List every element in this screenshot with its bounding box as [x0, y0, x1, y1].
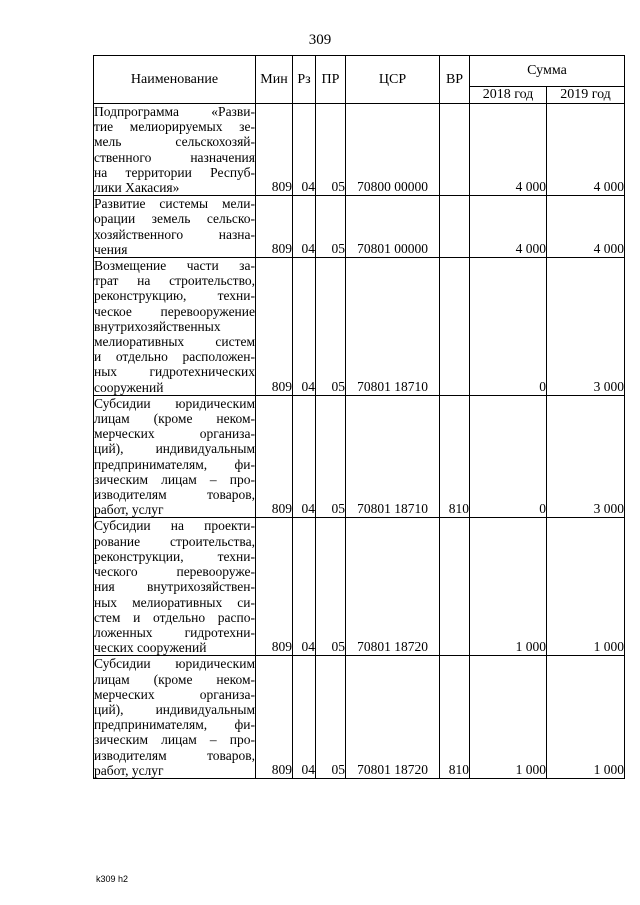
row-rz: 04	[293, 395, 316, 518]
header-pr: ПР	[316, 56, 346, 104]
row-name-line: работ, услуг	[94, 502, 164, 518]
row-pr: 05	[316, 518, 346, 656]
row-name-line: Субсидии юридическим	[94, 395, 255, 411]
row-rz: 04	[293, 518, 316, 656]
row-name-line: изводителям товаров,	[94, 487, 255, 503]
row-name-line: стем и отдельно распо-	[94, 609, 255, 625]
page-number: 309	[308, 32, 332, 48]
row-min: 809	[256, 258, 293, 396]
row-name-line: рование строительства,	[94, 533, 255, 549]
row-name-line: реконструкцию, техни-	[94, 288, 255, 304]
row-vr: 810	[440, 395, 470, 518]
header-sum: Сумма	[470, 56, 625, 87]
row-vr	[440, 518, 470, 656]
row-pr: 05	[316, 196, 346, 258]
row-name-line: внутрихозяйственных	[94, 318, 221, 334]
row-vr: 810	[440, 656, 470, 779]
row-name-line: чения	[94, 241, 128, 257]
row-name-line: ственного назначения	[94, 149, 255, 165]
row-name-line: лицам (кроме неком-	[94, 411, 255, 427]
row-csr: 70801 18720	[346, 656, 440, 779]
header-min: Мин	[256, 56, 293, 104]
row-name-line: хозяйственного назна-	[94, 226, 255, 242]
row-csr: 70801 18720	[346, 518, 440, 656]
row-rz: 04	[293, 258, 316, 396]
row-name-line: ния внутрихозяйствен-	[94, 579, 255, 595]
row-name-line: Развитие системы мели-	[94, 196, 255, 212]
header-year-2018: 2018 год	[470, 87, 547, 104]
row-vr	[440, 196, 470, 258]
row-name-line: лики Хакасия»	[94, 180, 180, 196]
row-name-line: ческое перевооружение	[94, 303, 255, 319]
row-name-line: зическим лицам – про-	[94, 732, 255, 748]
row-sum-2018: 1 000	[470, 518, 547, 656]
row-name-line: и отдельно расположен-	[94, 349, 255, 365]
row-sum-2018: 1 000	[470, 656, 547, 779]
budget-table	[93, 55, 625, 779]
row-name-line: ческих сооружений	[94, 640, 207, 656]
row-csr: 70800 00000	[346, 104, 440, 196]
row-name-line: мерческих организа-	[94, 686, 255, 702]
row-pr: 05	[316, 395, 346, 518]
row-min: 809	[256, 395, 293, 518]
row-vr	[440, 104, 470, 196]
header-csr: ЦСР	[346, 56, 440, 104]
row-min: 809	[256, 656, 293, 779]
row-name-line: ложенных гидротехни-	[94, 624, 255, 640]
row-name-line: орации земель сельско-	[94, 211, 255, 227]
row-pr: 05	[316, 656, 346, 779]
header-vr: ВР	[440, 56, 470, 104]
row-sum-2018: 0	[470, 258, 547, 396]
row-name-line: ций), индивидуальным	[94, 701, 255, 717]
row-csr: 70801 00000	[346, 196, 440, 258]
table-header	[94, 56, 625, 104]
row-name-line: зическим лицам – про-	[94, 471, 255, 487]
row-name-line: ческого перевооруже-	[94, 564, 255, 580]
row-sum-2019: 4 000	[547, 104, 625, 196]
row-name-line: тие мелиорируемых зе-	[94, 119, 255, 135]
row-name-line: лицам (кроме неком-	[94, 671, 255, 687]
row-name-line: мерческих организа-	[94, 426, 255, 442]
row-sum-2019: 3 000	[547, 395, 625, 518]
row-name-line: мель сельскохозяй-	[94, 134, 255, 150]
row-name-line: Субсидии юридическим	[94, 656, 255, 672]
row-pr: 05	[316, 104, 346, 196]
row-name-line: трат на строительство,	[94, 273, 255, 289]
row-name-line: сооружений	[94, 379, 164, 395]
row-sum-2019: 1 000	[547, 656, 625, 779]
table-body	[94, 104, 625, 779]
table-row	[94, 518, 625, 656]
footer-code: k309 h2	[96, 874, 129, 884]
row-name-line: работ, услуг	[94, 762, 164, 778]
row-sum-2019: 1 000	[547, 518, 625, 656]
row-sum-2018: 4 000	[470, 196, 547, 258]
row-name	[94, 196, 256, 258]
row-rz: 04	[293, 656, 316, 779]
row-sum-2018: 0	[470, 395, 547, 518]
table-row	[94, 656, 625, 779]
row-name-line: на территории Респуб-	[94, 164, 255, 180]
row-vr	[440, 258, 470, 396]
row-sum-2019: 4 000	[547, 196, 625, 258]
header-name: Наименование	[94, 56, 256, 104]
row-name	[94, 104, 256, 196]
row-name	[94, 258, 256, 396]
row-min: 809	[256, 518, 293, 656]
table-row	[94, 258, 625, 396]
row-name-line: Субсидии на проекти-	[94, 518, 255, 534]
row-rz: 04	[293, 104, 316, 196]
row-csr: 70801 18710	[346, 395, 440, 518]
row-min: 809	[256, 104, 293, 196]
row-sum-2019: 3 000	[547, 258, 625, 396]
row-rz: 04	[293, 196, 316, 258]
row-name-line: предпринимателям, фи-	[94, 717, 255, 733]
header-year-2019: 2019 год	[547, 87, 625, 104]
row-name-line: Возмещение части за-	[94, 258, 255, 274]
row-name-line: мелиоративных систем	[94, 334, 255, 350]
row-sum-2018: 4 000	[470, 104, 547, 196]
header-rz: Рз	[293, 56, 316, 104]
row-name-line: ных мелиоративных си-	[94, 594, 255, 610]
table-row	[94, 196, 625, 258]
row-name-line: Подпрограмма «Разви-	[94, 104, 255, 119]
row-name-line: предпринимателям, фи-	[94, 456, 255, 472]
row-name	[94, 395, 256, 518]
row-pr: 05	[316, 258, 346, 396]
row-name	[94, 656, 256, 779]
table-row	[94, 104, 625, 196]
row-name-line: ных гидротехнических	[94, 364, 255, 380]
row-name-line: ций), индивидуальным	[94, 441, 255, 457]
row-name	[94, 518, 256, 656]
table-row	[94, 395, 625, 518]
row-name-line: изводителям товаров,	[94, 747, 255, 763]
row-min: 809	[256, 196, 293, 258]
row-name-line: реконструкции, техни-	[94, 548, 255, 564]
row-csr: 70801 18710	[346, 258, 440, 396]
